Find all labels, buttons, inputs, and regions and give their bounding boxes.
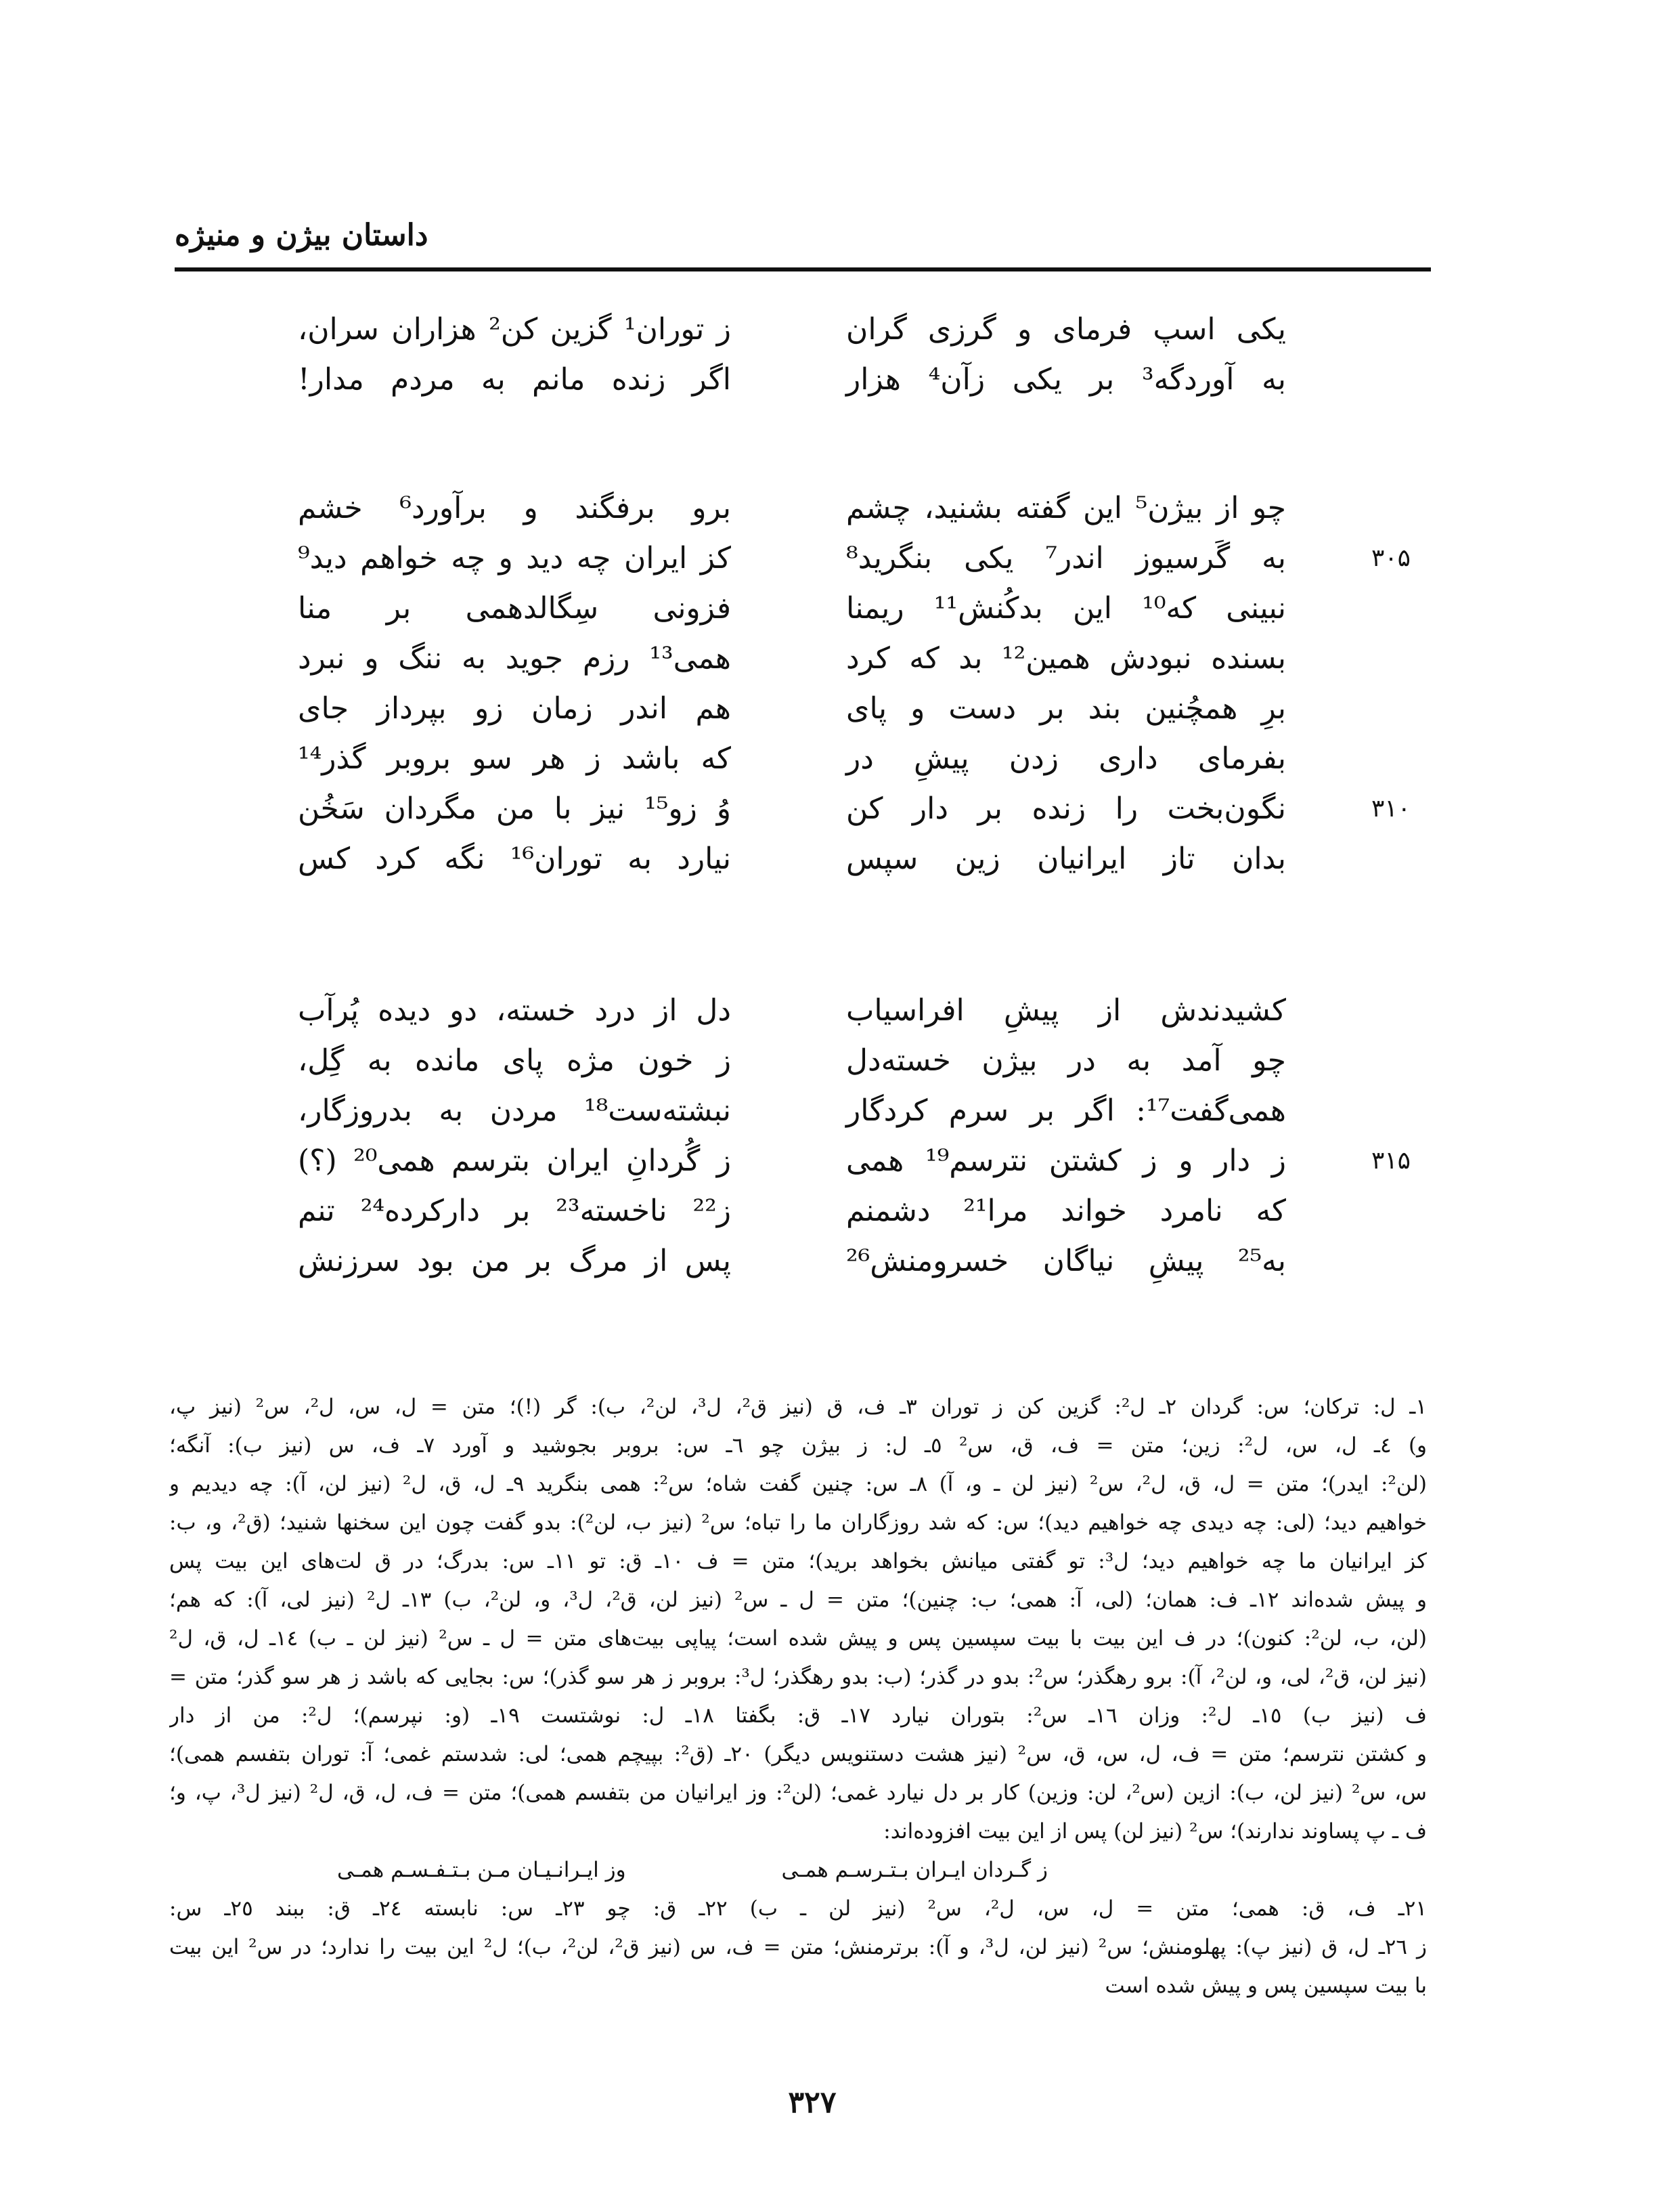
beyt bbox=[0, 1236, 1680, 1286]
misra-first: همی‌گفت¹⁷: اگر بر سرم کردگار bbox=[846, 1093, 1286, 1128]
beyt bbox=[0, 734, 1680, 784]
footnote-line: ۲۱ـ ف، ق: همی؛ متن = ل، س، ل²، س² (نیز لن ـ ب) ۲۲ـ ق: چو ۲۳ـ س: نابسته ۲٤ـ ق: ببند ۲٥ـ س: bbox=[169, 1896, 1427, 1921]
footnote-line: و کشتن نترسم؛ متن = ف، ل، س، ق، س² (نیز هشت دستنویس دیگر) ۲۰ـ (ق²: بپیچم همی؛ لی: شدستم غمی؛ آ: توران بتفسم همی)؛ bbox=[169, 1742, 1427, 1766]
quoted-misra-right: ز گـردان ایـران بـتـرسـم همـی bbox=[781, 1858, 1048, 1882]
beyt bbox=[0, 784, 1680, 834]
footnote-line: با بیت سپسین پس و پیش شده است bbox=[1105, 1974, 1427, 1998]
running-title: داستان بیژن و منیژه bbox=[175, 218, 428, 253]
beyt bbox=[0, 305, 1680, 355]
misra-second: نیارد به توران¹⁶ نگه کرد کس bbox=[298, 842, 731, 876]
misra-second: نبشته‌ست¹⁸ مردن به بدروزگار، bbox=[298, 1093, 731, 1128]
beyt bbox=[0, 1036, 1680, 1086]
misra-first: چو آمد به در بیژن خسته‌دل bbox=[846, 1043, 1286, 1078]
footnote-line: (لن، ب، لن²: کنون)؛ در ف این بیت با بیت سپسین پس و پیش شده است؛ پیاپی بیت‌های متن = ل ـ س² (نیز لن ـ ب) ١٤ـ ل، ق، ل² bbox=[169, 1626, 1427, 1651]
beyt bbox=[0, 1186, 1680, 1236]
beyt bbox=[0, 355, 1680, 405]
footnote-line: کز ایرانیان ما چه خواهیم دید؛ ل³: تو گفتی میانش بخواهد برید)؛ متن = ف ۱۰ـ ق: تو ۱۱ـ س: بدرگ؛ در ق لت‌های این بیت پس bbox=[169, 1549, 1427, 1573]
misra-second: ز توران¹ گزین کن² هزاران سران، bbox=[298, 312, 731, 347]
footnote-line: س، س² (نیز لن، ب): ازین (س²، لن: وزین) کار بر دل نیارد غمی؛ (لن²: وز ایرانیان من بتفسم همی)؛ متن = ف، ل، ق، ل² (نیز ل³، پ، و؛ bbox=[169, 1781, 1427, 1805]
footnote-line: (لن²: ایدر)؛ متن = ل، ق، ل²، س² (نیز لن ـ و، آ) ٨ـ س: چنین گفت شاه؛ س²: همی بنگرید ٩ـ ل، ق، ل² (نیز لن، آ): چه دیدیم و bbox=[169, 1472, 1427, 1496]
misra-second: اگر زنده مانم به مردم مدار! bbox=[298, 362, 731, 397]
quoted-misra-left: وز ایـرانـیـان مـن بـتـفـسـم همـی bbox=[337, 1858, 626, 1882]
verse-number: ۳۰۵ bbox=[1371, 544, 1411, 572]
misra-second: برو برفگند و برآورد⁶ خشم bbox=[298, 491, 731, 525]
verse-number: ۳۱۰ bbox=[1371, 795, 1411, 823]
beyt bbox=[0, 684, 1680, 734]
misra-first: چو از بیژن⁵ این گفته بشنید، چشم bbox=[846, 491, 1286, 525]
misra-first: که نامرد خواند مرا²¹ دشمنم bbox=[846, 1194, 1287, 1228]
misra-second: هم اندر زمان زو بپرداز جای bbox=[298, 691, 731, 726]
beyt bbox=[0, 483, 1680, 534]
misra-first: بدان تاز ایرانیان زین سپس bbox=[846, 842, 1286, 876]
misra-second: پس از مرگ بر من بود سرزنش bbox=[298, 1244, 731, 1278]
beyt bbox=[0, 1086, 1680, 1136]
misra-first: ز دار و ز کشتن نترسم¹⁹ همی bbox=[846, 1144, 1286, 1178]
misra-first: به²⁵ پیشِ نیاگان خسرومنش²⁶ bbox=[846, 1244, 1286, 1278]
misra-second: که باشد ز هر سو بروبر گذر¹⁴ bbox=[298, 741, 731, 776]
beyt bbox=[0, 986, 1680, 1036]
beyt bbox=[0, 834, 1680, 884]
misra-first: نگون‌بخت را زنده بر دار کن bbox=[846, 791, 1286, 826]
footnote-quoted-beyt bbox=[169, 1851, 1427, 1890]
misra-first: به آوردگه³ بر یکی زآن⁴ هزار bbox=[846, 362, 1286, 397]
misra-second: کز ایران چه دید و چه خواهم دید⁹ bbox=[298, 541, 731, 575]
beyt bbox=[0, 534, 1680, 584]
misra-second: دل از درد خسته، دو دیده پُرآب bbox=[298, 993, 731, 1028]
footnote-line: خواهیم دید؛ (لی: چه دیدی چه خواهیم دید)؛ س: که شد روزگاران ما را تباه؛ س² (نیز ب، لن²): بدو گفت چون این سخنها شنید؛ (ق²، و، ب: bbox=[169, 1510, 1427, 1535]
verse-number: ۳۱۵ bbox=[1371, 1147, 1411, 1175]
misra-first: نبینی که¹⁰ این بدکُنش¹¹ ریمنا bbox=[846, 591, 1286, 626]
footnotes bbox=[169, 1388, 1427, 2005]
misra-first: بفرمای داری زدن پیشِ در bbox=[846, 741, 1286, 776]
misra-second: وُ زو¹⁵ نیز با من مگردان سَخُن bbox=[298, 791, 731, 826]
misra-first: برِ همچُنین بند بر دست و پای bbox=[846, 691, 1286, 726]
footnote-line: (نیز لن، ق²، لی، و، لن²، آ): برو رهگذر؛ س²: بدو در گذر؛ (ب: بدو رهگذر؛ ل³: بروبر ز هر سو گذر)؛ س: بجایی که باشد ز هر سو گذر؛ متن = bbox=[169, 1665, 1427, 1689]
beyt bbox=[0, 634, 1680, 684]
header-rule bbox=[175, 267, 1431, 271]
beyt bbox=[0, 1136, 1680, 1186]
beyt bbox=[0, 584, 1680, 634]
misra-first: کشیدندش از پیشِ افراسیاب bbox=[846, 993, 1286, 1028]
footnote-line: ف ـ پ پساوند ندارند)؛ س² (نیز لن) پس از این بیت افزوده‌اند: bbox=[883, 1819, 1427, 1844]
misra-first: بسنده نبودش همین¹² بد که کرد bbox=[846, 641, 1286, 676]
misra-first: به گَرسیوز اندر⁷ یکی بنگرید⁸ bbox=[846, 541, 1286, 575]
page-number: ۳۲۷ bbox=[788, 2085, 837, 2120]
footnote-line: و پیش شده‌اند ۱۲ـ ف: همان؛ (لی، آ: همی؛ ب: چنین)؛ متن = ل ـ س² (نیز لن، ق²، ل³، و، لن²، ب) ۱۳ـ ل² (نیز لی، آ): که هم؛ bbox=[169, 1588, 1427, 1612]
misra-second: ز خون مژه پای مانده به گِل، bbox=[298, 1043, 731, 1078]
misra-second: ز گُردانِ ایران بترسم همی²⁰ (؟) bbox=[298, 1144, 731, 1178]
misra-second: همی¹³ رزم جوید به ننگ و نبرد bbox=[298, 641, 731, 676]
footnote-line: و) ٤ـ ل، س، ل²: زین؛ متن = ف، ق، س² ٥ـ ل: ز بیژن چو ٦ـ س: بروبر بجوشید و آورد ٧ـ ف، س (نیز ب): آنگه؛ bbox=[169, 1433, 1427, 1458]
footnote-line: ز ۲٦ـ ل، ق (نیز پ): پهلومنش؛ س² (نیز لن، ل³، و آ): برترمنش؛ متن = ف، س (نیز ق²، لن²، ب)؛ ل² این بیت را ندارد؛ در س² این بیت bbox=[169, 1935, 1427, 1959]
misra-first: یکی اسپ فرمای و گرزی گران bbox=[846, 312, 1286, 347]
footnote-line: ف (نیز ب) ١٥ـ ل²: وزان ١٦ـ س²: بتوران نیارد ١٧ـ ق: بگفتا ١٨ـ ل: نوشتست ١٩ـ (و: نپرسم)؛ ل²: من از دار bbox=[169, 1703, 1427, 1728]
misra-second: فزونی سِگالدهمی بر منا bbox=[298, 591, 731, 626]
misra-second: ز²² ناخسته²³ بر دارکرده²⁴ تنم bbox=[298, 1194, 731, 1228]
footnote-line: ۱ـ ل: ترکان؛ س: گردان ۲ـ ل²: گزین کن ز توران ۳ـ ف، ق (نیز ق²، ل³، لن²، ب): گر (!)؛ متن = ل، س، ل²، س² (نیز پ، bbox=[169, 1395, 1427, 1419]
